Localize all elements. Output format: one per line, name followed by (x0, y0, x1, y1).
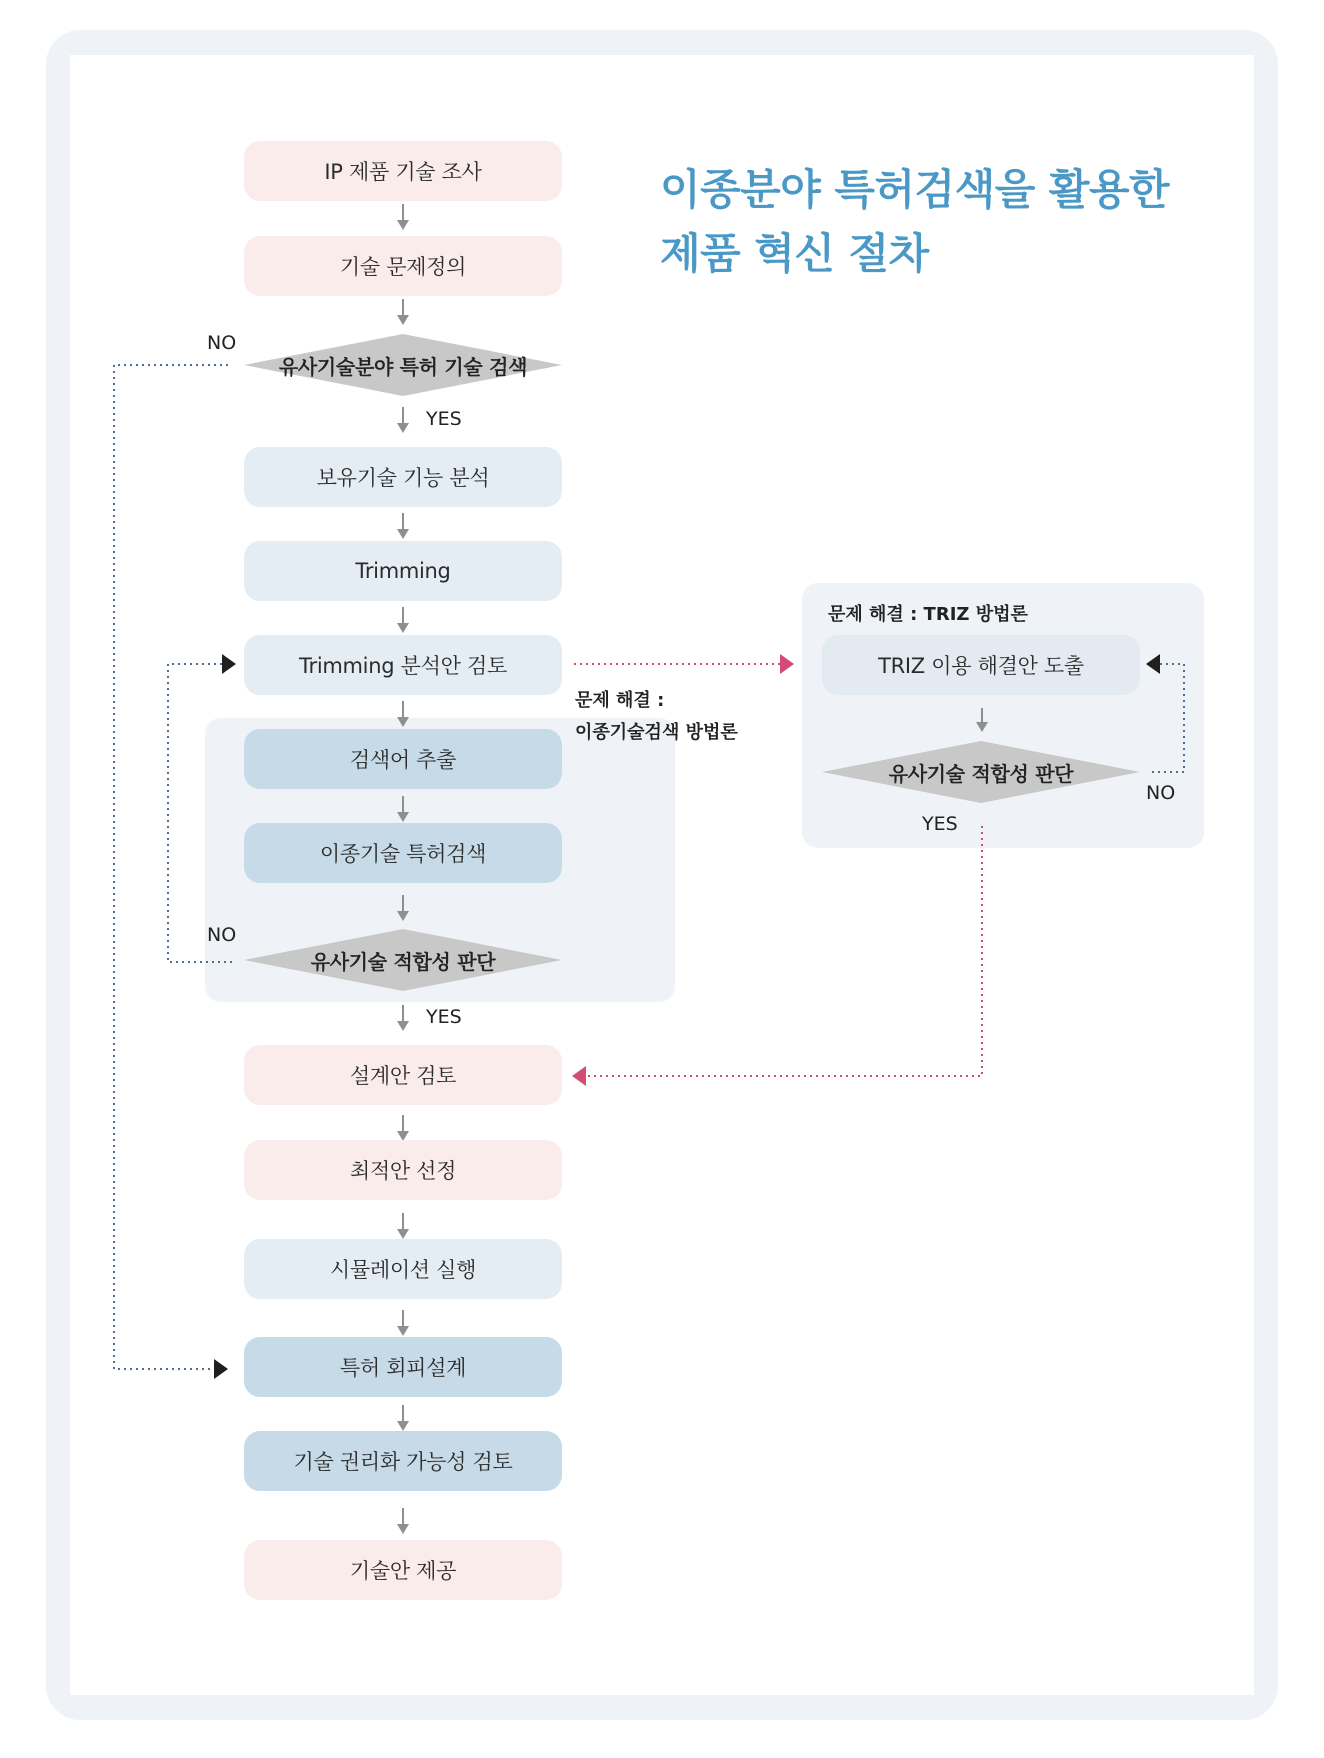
decision-triz-suitability: 유사기술 적합성 판단 (822, 741, 1140, 803)
no-loop-outer (114, 365, 228, 1369)
step-simulation: 시뮬레이션 실행 (244, 1239, 562, 1299)
triz-no-loop (1152, 664, 1184, 772)
triz-yes-connector (586, 826, 982, 1076)
flow-arrow (397, 513, 409, 539)
flow-arrow (397, 1508, 409, 1534)
triz-yes-arrowhead (572, 1066, 586, 1086)
triz-yes-label: YES (922, 813, 958, 835)
flow-arrow (976, 708, 988, 732)
step-trimming: Trimming (244, 541, 562, 601)
flow-arrow (397, 607, 409, 633)
step-function-analysis: 보유기술 기능 분석 (244, 447, 562, 507)
step-ip-survey: IP 제품 기술 조사 (244, 141, 562, 201)
yes-label-similar-search: YES (426, 408, 462, 430)
flow-arrow (397, 299, 409, 325)
flow-arrow (397, 895, 409, 921)
step-problem-definition: 기술 문제정의 (244, 236, 562, 296)
flow-arrow (397, 1005, 409, 1031)
flow-arrow (397, 204, 409, 230)
flow-arrow (397, 796, 409, 822)
decision-similar-search: 유사기술분야 특허 기술 검색 (244, 334, 562, 396)
no-loop-outer-arrowhead (214, 1359, 228, 1379)
step-triz-derive: TRIZ 이용 해결안 도출 (822, 635, 1140, 695)
title-line-1: 이종분야 특허검색을 활용한 (660, 165, 1170, 214)
flow-arrow (397, 1213, 409, 1239)
method-label: 문제 해결 : 이종기술검색 방법론 (575, 690, 738, 743)
step-keyword-extraction: 검색어 추출 (244, 729, 562, 789)
no-label-similar-search: NO (207, 332, 237, 354)
step-patent-avoidance-design: 특허 회피설계 (244, 1337, 562, 1397)
decision-suitability: 유사기술 적합성 판단 (244, 929, 562, 991)
flow-arrow (397, 701, 409, 727)
flow-arrow (397, 1310, 409, 1336)
triz-group-header: 문제 해결 : TRIZ 방법론 (828, 604, 1028, 625)
no-loop-inner (168, 664, 232, 962)
triz-no-label: NO (1146, 782, 1176, 804)
step-design-review: 설계안 검토 (244, 1045, 562, 1105)
step-hetero-patent-search: 이종기술 특허검색 (244, 823, 562, 883)
flow-arrow (397, 407, 409, 433)
flow-arrow (397, 1405, 409, 1431)
step-rights-review: 기술 권리화 가능성 검토 (244, 1431, 562, 1491)
no-loop-inner-arrowhead (222, 654, 236, 674)
step-optimal-selection: 최적안 선정 (244, 1140, 562, 1200)
title-line-2: 제품 혁신 절차 (660, 229, 929, 278)
no-label-suitability: NO (207, 924, 237, 946)
yes-label-suitability: YES (426, 1006, 462, 1028)
step-trimming-review: Trimming 분석안 검토 (244, 635, 562, 695)
to-triz-arrowhead (780, 654, 794, 674)
triz-no-loop-arrowhead (1146, 654, 1160, 674)
step-provide-technology: 기술안 제공 (244, 1540, 562, 1600)
flow-arrow (397, 1115, 409, 1141)
